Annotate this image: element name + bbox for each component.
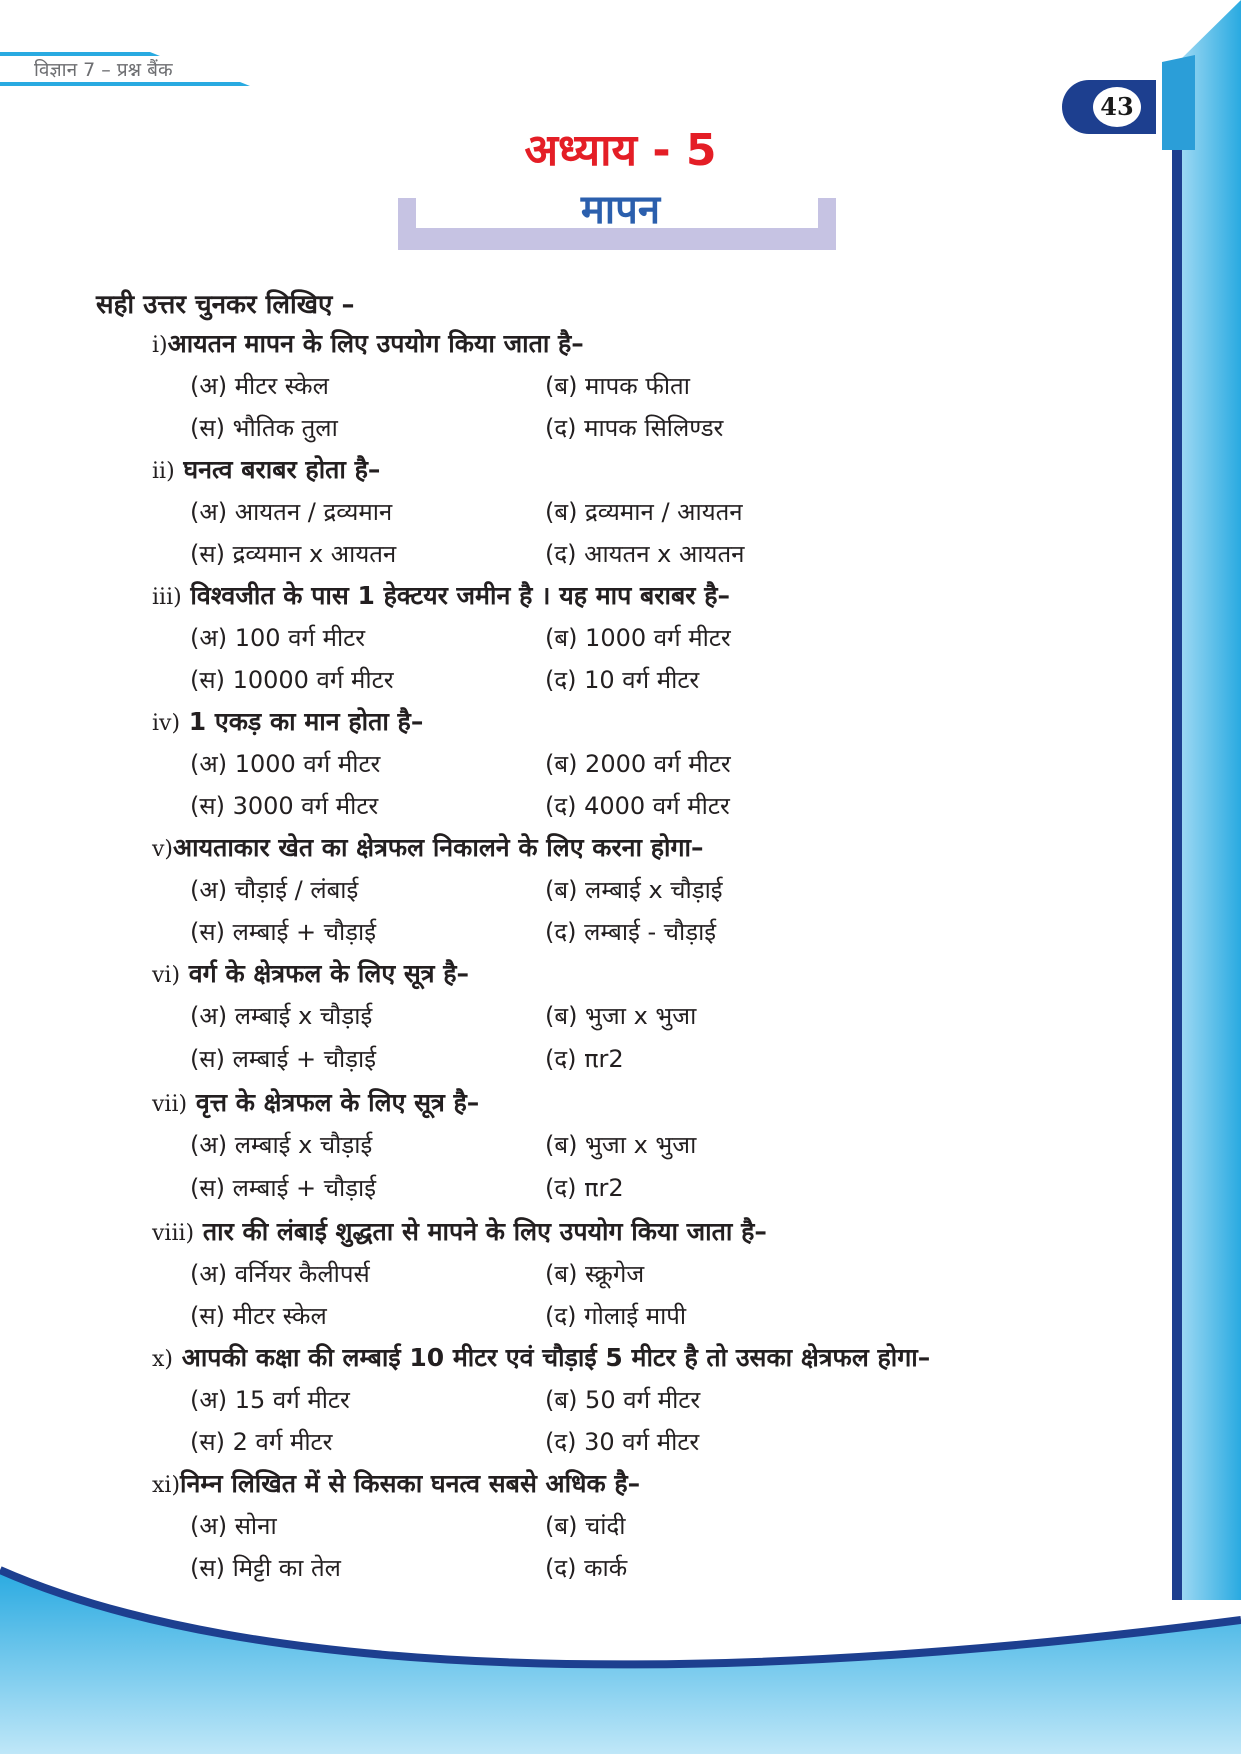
- right-border-decoration: [1140, 0, 1241, 1600]
- option-d: (द) 30 वर्ग मीटर: [545, 1428, 700, 1456]
- book-title: विज्ञान 7 – प्रश्न बैंक: [34, 59, 173, 81]
- chapter-subtitle: मापन: [580, 187, 661, 233]
- option-c: (स) मिट्टी का तेल: [190, 1554, 341, 1582]
- option-a: (अ) 15 वर्ग मीटर: [190, 1386, 350, 1414]
- option-a: (अ) 100 वर्ग मीटर: [190, 624, 366, 652]
- option-d: (द) 10 वर्ग मीटर: [545, 666, 700, 694]
- footer-wave: [0, 1560, 1241, 1754]
- question: iv) 1 एकड़ का मान होता है–: [152, 707, 424, 736]
- option-a: (अ) 1000 वर्ग मीटर: [190, 750, 381, 778]
- option-d: (द) मापक सिलिण्डर: [545, 414, 724, 442]
- question: viii) तार की लंबाई शुद्धता से मापने के लिए उपयोग किया जाता है–: [152, 1217, 767, 1246]
- chapter-title: अध्याय - 5: [524, 125, 717, 176]
- option-b: (ब) भुजा x भुजा: [545, 1131, 697, 1159]
- option-a: (अ) वर्नियर कैलीपर्स: [190, 1260, 370, 1288]
- option-d: (द) आयतन x आयतन: [545, 540, 745, 568]
- option-c: (स) 3000 वर्ग मीटर: [190, 792, 379, 820]
- option-c: (स) द्रव्यमान x आयतन: [190, 540, 397, 568]
- question: v)आयताकार खेत का क्षेत्रफल निकालने के लिए करना होगा–: [152, 833, 704, 862]
- instruction: सही उत्तर चुनकर लिखिए –: [96, 290, 355, 320]
- option-b: (ब) भुजा x भुजा: [545, 1002, 697, 1030]
- option-b: (ब) स्क्रूगेज: [545, 1260, 645, 1288]
- question: i)आयतन मापन के लिए उपयोग किया जाता है–: [152, 329, 584, 358]
- option-c: (स) लम्बाई + चौड़ाई: [190, 918, 377, 946]
- option-b: (ब) 1000 वर्ग मीटर: [545, 624, 731, 652]
- question: xi)निम्न लिखित में से किसका घनत्व सबसे अधिक है–: [152, 1469, 641, 1498]
- option-a: (अ) लम्बाई x चौड़ाई: [190, 1131, 373, 1159]
- option-c: (स) भौतिक तुला: [190, 414, 338, 442]
- option-d: (द) πr2: [545, 1174, 624, 1202]
- question: vii) वृत्त के क्षेत्रफल के लिए सूत्र है–: [152, 1088, 480, 1117]
- question: vi) वर्ग के क्षेत्रफल के लिए सूत्र है–: [152, 959, 470, 988]
- option-d: (द) कार्क: [545, 1554, 628, 1582]
- option-b: (ब) द्रव्यमान / आयतन: [545, 498, 743, 526]
- option-a: (अ) आयतन / द्रव्यमान: [190, 498, 393, 526]
- option-b: (ब) 50 वर्ग मीटर: [545, 1386, 701, 1414]
- option-c: (स) मीटर स्केल: [190, 1302, 327, 1330]
- question: x) आपकी कक्षा की लम्बाई 10 मीटर एवं चौड़ाई 5 मीटर है तो उसका क्षेत्रफल होगा–: [152, 1343, 931, 1372]
- option-a: (अ) सोना: [190, 1512, 277, 1540]
- option-c: (स) 10000 वर्ग मीटर: [190, 666, 394, 694]
- option-d: (द) गोलाई मापी: [545, 1302, 687, 1330]
- option-a: (अ) चौड़ाई / लंबाई: [190, 876, 359, 904]
- option-c: (स) लम्बाई + चौड़ाई: [190, 1174, 377, 1202]
- option-d: (द) लम्बाई - चौड़ाई: [545, 918, 717, 946]
- option-d: (द) 4000 वर्ग मीटर: [545, 792, 730, 820]
- option-a: (अ) मीटर स्केल: [190, 372, 329, 400]
- option-c: (स) लम्बाई + चौड़ाई: [190, 1045, 377, 1073]
- option-b: (ब) लम्बाई x चौड़ाई: [545, 876, 723, 904]
- option-d: (द) πr2: [545, 1045, 624, 1073]
- page-number: 43: [1093, 87, 1141, 127]
- question: iii) विश्वजीत के पास 1 हेक्टयर जमीन है । यह माप बराबर है–: [152, 581, 730, 610]
- option-a: (अ) लम्बाई x चौड़ाई: [190, 1002, 373, 1030]
- option-b: (ब) 2000 वर्ग मीटर: [545, 750, 731, 778]
- question: ii) घनत्व बराबर होता है–: [152, 455, 381, 484]
- option-b: (ब) चांदी: [545, 1512, 626, 1540]
- option-b: (ब) मापक फीता: [545, 372, 690, 400]
- option-c: (स) 2 वर्ग मीटर: [190, 1428, 333, 1456]
